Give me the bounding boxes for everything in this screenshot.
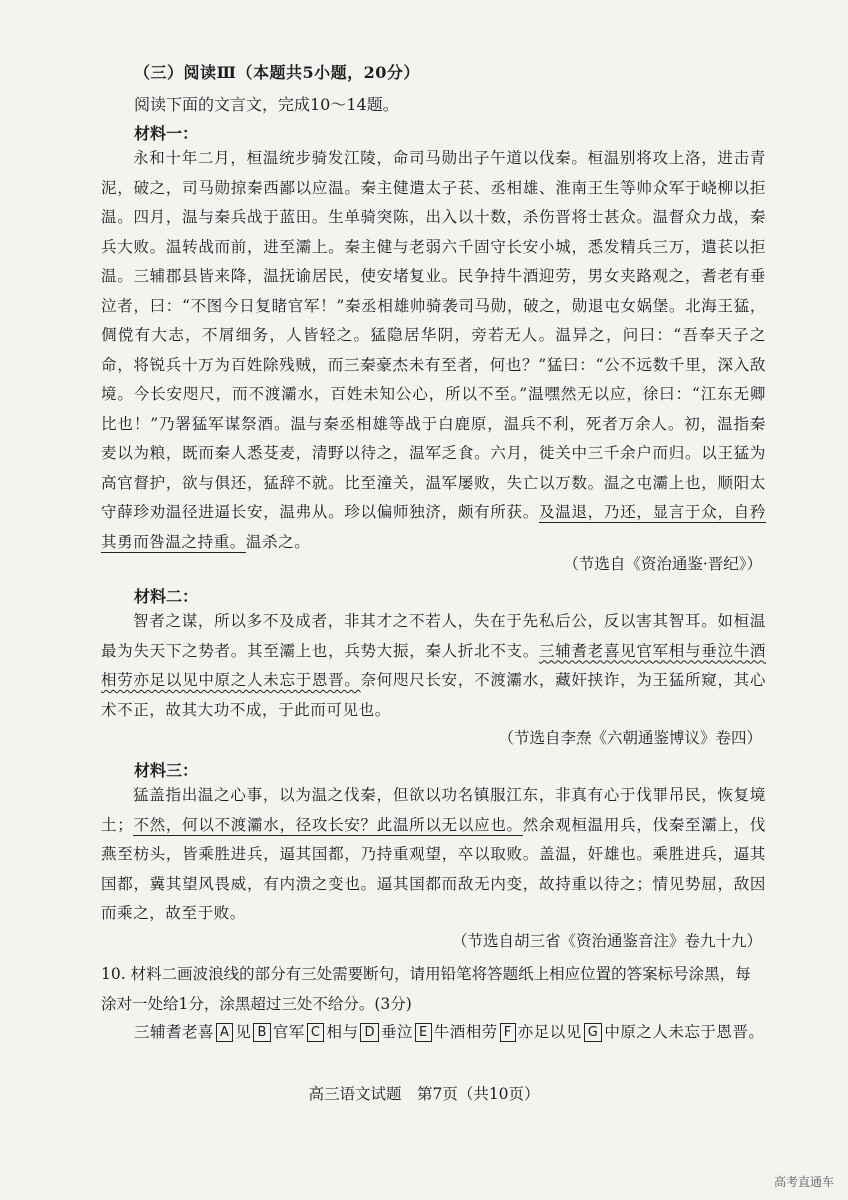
material3-label: 材料三： [134, 761, 199, 780]
material1-underlined-sentence: 及温退，乃还，显言于众，自矜其勇而咎温之持重。 [101, 503, 767, 551]
answer-box-d[interactable]: D [360, 1023, 379, 1042]
answer-box-b[interactable]: B [253, 1023, 270, 1042]
answer-box-e[interactable]: E [415, 1023, 432, 1042]
material3-paragraph [101, 781, 766, 929]
material2-paragraph [101, 607, 766, 725]
material2-text-a: 智者之谋，所以多不及成者，非其才之不若人，失在于先私后公，反以害其智耳。如桓温最为失天下之势者。其至灞上也，兵势大振，秦人折北不支。 [101, 612, 766, 660]
material2-text-b: 奈何咫尺长安，不渡灞水，藏奸挟诈，为王猛所窥，其心术不正，故其大功不成，于此而可见也。 [101, 671, 766, 719]
question-10-text: 材料二画波浪线的部分有三处需要断句，请用铅笔将答题纸上相应位置的答案标号涂黑，每涂对一处给1分，涂黑超过三处不给分。(3分) [101, 965, 751, 1013]
instruction: 阅读下面的文言文，完成10～14题。 [134, 95, 399, 114]
sentence-segment: 中原之人未忘于恩晋。 [604, 1023, 765, 1041]
sentence-segment: 垂泣 [380, 1023, 413, 1041]
sentence-segment: 亦足以见 [517, 1023, 582, 1041]
answer-box-a[interactable]: A [216, 1023, 233, 1042]
question-10-number: 10. [101, 965, 126, 983]
material1-text-b: 温杀之。 [245, 532, 311, 551]
sentence-segment: 牛酒相劳 [433, 1023, 498, 1041]
answer-box-c[interactable]: C [307, 1023, 325, 1042]
sentence-segment: 见 [235, 1023, 252, 1041]
material1-paragraph [101, 144, 766, 557]
sentence-segment: 三辅耆老喜 [134, 1023, 215, 1041]
answer-box-f[interactable]: F [500, 1023, 516, 1042]
material2-label: 材料二： [134, 587, 199, 606]
material1-source: （节选自《资治通鉴·晋纪》） [563, 555, 762, 573]
answer-box-g[interactable]: G [584, 1023, 603, 1042]
material3-source: （节选自胡三省《资治通鉴音注》卷九十九） [451, 932, 762, 950]
material2-wavy-sentence: 三辅耆老喜见官军相与垂泣牛酒相劳亦足以见中原之人未忘于恩晋。 [101, 641, 767, 689]
section-title: （三）阅读Ⅲ（本题共5小题，20分） [134, 63, 420, 82]
material3-text-a: 猛盖指出温之心事，以为温之伐秦，但欲以功名镇服江东，非真有心于伐罪吊民，恢复境土； [101, 786, 766, 834]
watermark: 高考直通车 [773, 1175, 834, 1189]
material2-source: （节选自李焘《六朝通鉴博议》卷四） [498, 729, 762, 747]
material3-underlined-sentence: 不然，何以不渡灞水，径攻长安？此温所以无以应也。 [133, 815, 523, 834]
material1-text-a: 永和十年二月，桓温统步骑发江陵，命司马勋出子午道以伐秦。桓温别将攻上洛，进击青泥，破之，司马勋掠秦西鄙以应温。秦主健遣太子苌、丞相雄、淮南王生等帅众军于峣柳以拒温。四月，温与秦兵战于蓝田。生单骑突陈，出入以十数，杀伤晋将士甚众。温督众力战，秦兵大败。温转战而前，进至灞上。秦主健与老弱六千固守长安小城，悉发精兵三万，遣苌以拒温。三辅郡县皆来降，温抚谕居民，使安堵复业。民争持牛酒迎劳，男女夹路观之，耆老有垂泣者，曰：“不图今日复睹官军！”秦丞相雄帅骑袭司马勋，破之，勋退屯女娲堡。北海王猛，倜傥有大志，不屑细务，人皆轻之。猛隐居华阴，旁若无人。温异之，问曰：“吾奉天子之命，将锐兵十万为百姓除残贼，而三秦豪杰未有至者，何也？”猛曰：“公不远数千里，深入敌境。今长安咫尺，而不渡灞水，百姓未知公心，所以不至。”温嘿然无以应，徐曰：“江东无卿比也！”乃署猛军谋祭酒。温与秦丞相雄等战于白鹿原，温兵不利，死者万余人。初，温指秦麦以为粮，既而秦人悉芟麦，清野以待之，温军乏食。六月，徙关中三千余户而归。以王猛为高官督护，欲与俱还，猛辞不就。比至潼关，温军屡败，失亡以万数。温之屯灞上也，顺阳太守薛珍劝温径进逼长安，温弗从。珍以偏师独济，颇有所获。 [101, 149, 766, 521]
sentence-segment: 相与 [326, 1023, 359, 1041]
material3-text-b: 然余观桓温用兵，伐秦至灞上，伐燕至枋头，皆乘胜进兵，逼其国都，乃持重观望，卒以取败。盖温，奸雄也。乘胜进兵，逼其国都，冀其望风畏威，有内溃之变也。逼其国都而敌无内变，故持重以待之；情见势屈，敌因而乘之，故至于败。 [101, 815, 766, 922]
question-10 [101, 959, 766, 1019]
question-10-sentence [134, 1020, 764, 1042]
page-footer: 高三语文试题 第7页（共10页） [308, 1085, 540, 1103]
sentence-segment: 官军 [272, 1023, 305, 1041]
material1-label: 材料一： [134, 124, 199, 143]
